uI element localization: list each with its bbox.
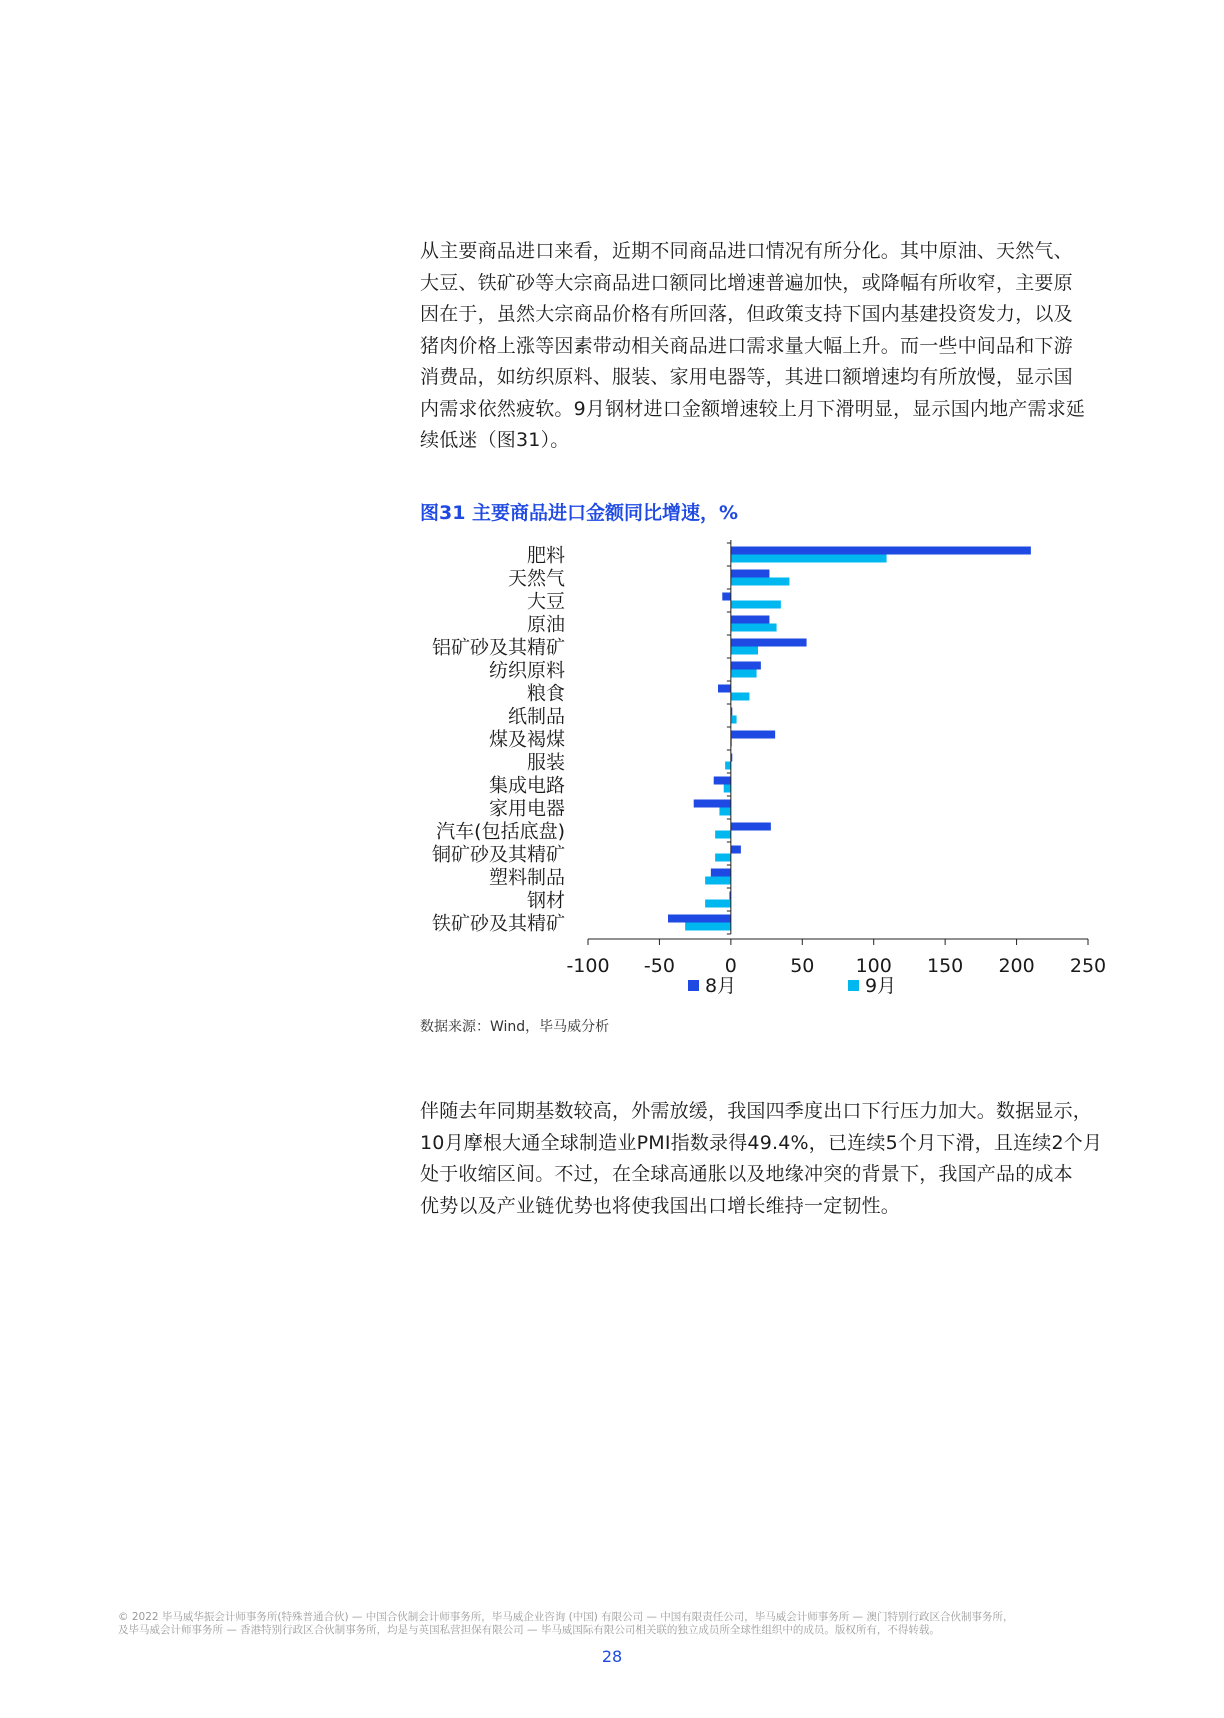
x-tick-label: -100 <box>566 955 610 977</box>
category-label: 大豆 <box>526 590 565 613</box>
bar-aug <box>718 685 731 693</box>
bar-aug <box>731 616 770 624</box>
category-label: 塑料制品 <box>488 866 565 889</box>
paragraph-line: 猪肉价格上涨等因素带动相关商品进口需求量大幅上升。而一些中间品和下游 <box>420 334 1073 357</box>
bar-sep <box>719 808 730 816</box>
category-label: 原油 <box>526 613 565 636</box>
intro-paragraph <box>420 236 1145 457</box>
bar-sep <box>731 624 777 632</box>
bar-aug <box>694 800 731 808</box>
page-number: 28 <box>601 1647 623 1666</box>
paragraph-line: 大豆、铁矿砂等大宗商品进口额同比增速普遍加快，或降幅有所收窄，主要原 <box>420 271 1073 294</box>
category-label: 铁矿砂及其精矿 <box>431 912 565 935</box>
import-growth-bar-chart <box>420 535 1140 1005</box>
category-label: 汽车(包括底盘) <box>436 820 565 843</box>
paragraph-line: 续低迷（图31）。 <box>420 429 570 451</box>
bar-aug <box>731 662 761 670</box>
bar-sep <box>715 831 731 839</box>
bar-sep <box>731 670 757 678</box>
paragraph-line: 从主要商品进口来看，近期不同商品进口情况有所分化。其中原油、天然气、 <box>420 240 1073 262</box>
bar-sep <box>731 601 781 609</box>
bar-aug <box>731 731 775 739</box>
legend-label: 8月 <box>705 975 737 997</box>
category-label: 天然气 <box>507 567 565 590</box>
x-tick-label: -50 <box>643 955 675 977</box>
bar-sep <box>685 923 731 931</box>
bar-sep <box>731 693 750 701</box>
figure-title: 图31 主要商品进口金额同比增速，% <box>420 502 739 524</box>
x-tick-label: 250 <box>1069 955 1107 977</box>
bar-sep <box>715 854 731 862</box>
bar-sep <box>724 785 731 793</box>
x-tick-label: 200 <box>998 955 1035 977</box>
x-tick-label: 50 <box>790 955 815 977</box>
category-label: 纺织原料 <box>488 659 565 682</box>
category-label: 铜矿砂及其精矿 <box>431 843 565 866</box>
bar-aug <box>731 547 1031 555</box>
category-label: 家用电器 <box>488 797 565 820</box>
category-label: 煤及褐煤 <box>488 728 565 751</box>
category-label: 服装 <box>526 751 565 774</box>
paragraph-line: 内需求依然疲软。9月钢材进口金额增速较上月下滑明显，显示国内地产需求延 <box>420 397 1086 420</box>
category-label: 纸制品 <box>507 705 565 728</box>
bar-sep <box>731 578 790 586</box>
category-label: 钢材 <box>526 889 565 912</box>
bar-aug <box>731 823 771 831</box>
bar-aug <box>731 570 770 578</box>
bar-sep <box>705 877 731 885</box>
copyright-line: © 2022 毕马威华振会计师事务所(特殊普通合伙) — 中国合伙制会计师事务所，毕马威企业咨询 (中国) 有限公司 — 中国有限责任公司，毕马威会计师事务所 — 澳门特别行政区合伙制事务所， <box>118 1611 1014 1623</box>
x-tick-label: 100 <box>855 955 892 977</box>
bar-sep <box>731 716 737 724</box>
copyright-notice <box>118 1611 1118 1637</box>
bar-sep <box>705 900 731 908</box>
bar-aug <box>668 915 731 923</box>
paragraph-line: 伴随去年同期基数较高，外需放缓，我国四季度出口下行压力加大。数据显示， <box>420 1100 1093 1122</box>
legend-swatch-aug <box>688 980 699 991</box>
bar-sep <box>731 555 887 563</box>
bar-aug <box>714 777 731 785</box>
x-tick-label: 150 <box>927 955 964 977</box>
legend-label: 9月 <box>865 975 897 997</box>
x-tick-label: 0 <box>724 955 737 977</box>
bar-sep <box>725 762 731 770</box>
bar-sep <box>731 647 758 655</box>
paragraph-line: 优势以及产业链优势也将使我国出口增长维持一定韧性。 <box>420 1194 901 1217</box>
category-label: 集成电路 <box>488 774 565 797</box>
bar-aug <box>711 869 731 877</box>
paragraph-line: 10月摩根大通全球制造业PMI指数录得49.4%，已连续5个月下滑，且连续2个月 <box>420 1131 1103 1154</box>
paragraph-line: 消费品，如纺织原料、服装、家用电器等，其进口额增速均有所放慢，显示国 <box>420 366 1073 388</box>
legend-swatch-sep <box>848 980 859 991</box>
category-label: 肥料 <box>526 544 565 567</box>
copyright-line: 及毕马威会计师事务所 — 香港特别行政区合伙制事务所，均是与英国私营担保有限公司 — 毕马威国际有限公司相关联的独立成员所全球性组织中的成员。版权所有，不得转载。 <box>118 1624 940 1636</box>
category-label: 粮食 <box>526 682 565 705</box>
bar-aug <box>722 593 731 601</box>
category-label: 铝矿砂及其精矿 <box>431 636 565 659</box>
paragraph-line: 因在于，虽然大宗商品价格有所回落，但政策支持下国内基建投资发力，以及 <box>420 303 1073 325</box>
paragraph-line: 处于收缩区间。不过，在全球高通胀以及地缘冲突的背景下，我国产品的成本 <box>420 1163 1073 1185</box>
bar-aug <box>731 639 807 647</box>
data-source-note: 数据来源：Wind，毕马威分析 <box>420 1019 610 1035</box>
bar-aug <box>731 846 741 854</box>
outlook-paragraph <box>420 1096 1145 1222</box>
